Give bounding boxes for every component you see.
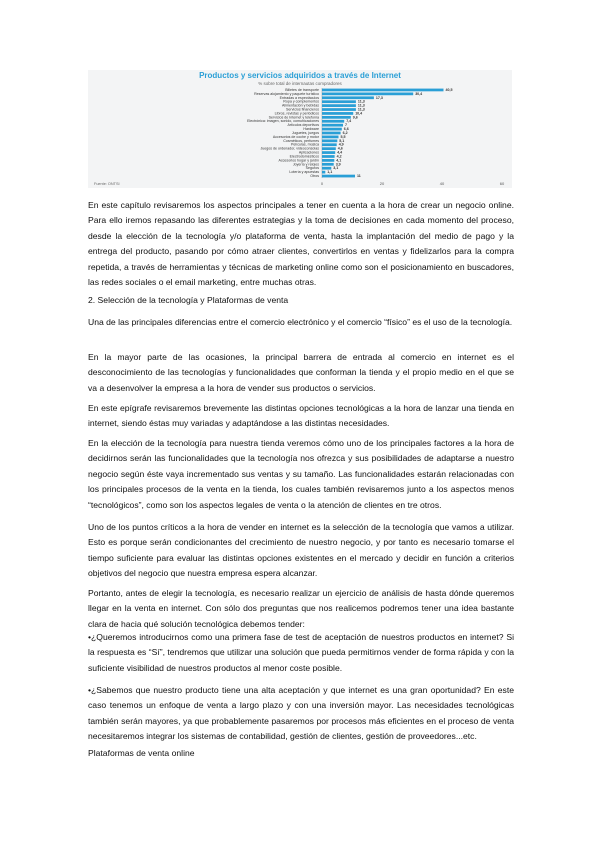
bar	[322, 151, 335, 154]
paragraph-block-3	[88, 350, 514, 396]
paragraph-5: En la elección de la tecnología para nuestra tienda veremos cómo uno de los principales factores a la hora de decidirnos serán las funcionalidades que la tecnología nos ofrezca y sus posibilidades de adaptarse a nuestro negocio según éste vaya incrementado sus ventas y su tamaño. Las funcionalidades estarán relacionadas con los principales procesos de la venta en la tienda, los cuales también revisaremos junto a los aspectos menos “tecnológicos”, como son los aspectos legales de venta o la atención de clientes en tre otros.	[88, 438, 514, 510]
value-label: 5,1	[339, 138, 345, 143]
intro-paragraph	[88, 198, 514, 290]
value-label: 1,1	[327, 170, 333, 175]
bar	[322, 93, 413, 96]
bullet-paragraph-2: •¿Sabemos que nuestro producto tiene una alta aceptación y que internet es una gran oportunidad? En este caso tenemos un enfoque de venta a largo plazo y con una inversión mayor. Las necesidades tecnológicas también serán mayores, ya que probablemente pasaremos por procesos más eficientes en el proceso de venta necesitaremos integrar los sistemas de contabilidad, gestión de clientes, gestión de proveedores...etc.	[88, 685, 514, 742]
value-label: 5,5	[340, 134, 346, 139]
category-label: Accesorios de coche y motor	[272, 134, 319, 139]
value-label: 11,3	[357, 103, 365, 108]
category-label: Reservas alojamiento y paquete turístico	[254, 91, 319, 96]
category-label: Otros	[310, 174, 319, 179]
bar	[322, 100, 356, 103]
value-label: 7	[345, 123, 347, 128]
x-tick-label: 0	[320, 181, 324, 186]
category-label: Películas, música	[291, 142, 319, 147]
value-label: 17,3	[375, 95, 383, 100]
chart-subtitle: % sobre total de internautas compradores	[258, 81, 342, 86]
bar	[322, 163, 334, 166]
category-label: Servicios financieros	[286, 107, 319, 112]
chart-title: Productos y servicios adquiridos a través de Internet	[199, 71, 401, 80]
value-label: 10,4	[355, 111, 363, 116]
value-label: 11	[357, 174, 361, 179]
value-label: 4,1	[336, 158, 342, 163]
category-label: Juguetes, juegos	[291, 130, 319, 135]
bar	[322, 155, 335, 158]
bar	[322, 104, 356, 107]
paragraph-block-9	[88, 683, 514, 745]
category-label: Seguros	[305, 166, 319, 171]
bullet-paragraph-1: •¿Queremos introducirnos como una primera fase de test de aceptación de nuestros productos en internet? Si la respuesta es “Sí”, tendremos que utilizar una solución que pueda permitirnos vender de forma rápida y con la suficiente visibilidad de nuestros productos al menor coste posible.	[88, 632, 514, 673]
category-label: Accesorios hogar y jardín	[278, 158, 319, 163]
bar	[322, 112, 353, 115]
value-label: 4,6	[337, 146, 343, 151]
bar	[322, 175, 355, 178]
category-label: Aplicaciones	[298, 150, 319, 155]
category-label: Juegos de ordenador, videoconsolas	[260, 146, 319, 151]
bar	[322, 159, 334, 162]
value-label: 11,3	[357, 107, 365, 112]
chart-figure	[88, 70, 512, 188]
category-label: Lotería y apuestas	[289, 170, 319, 175]
category-label: Alimentación y bebidas	[282, 103, 319, 108]
category-label: Hardware	[303, 127, 319, 132]
paragraph-block-5	[88, 436, 514, 513]
paragraph-block-2	[88, 315, 514, 330]
value-label: 3,1	[333, 166, 339, 171]
bar-chart	[88, 70, 512, 188]
category-label: Billetes de transporte	[285, 87, 319, 92]
value-label: 11,3	[357, 99, 365, 104]
bar	[322, 143, 337, 146]
bar	[322, 147, 336, 150]
bar	[322, 120, 344, 123]
paragraph-block-4	[88, 401, 514, 432]
value-label: 6,2	[342, 130, 348, 135]
value-label: 4,4	[337, 150, 343, 155]
paragraph-block-6	[88, 520, 514, 582]
category-label: Electrodomésticos	[289, 154, 319, 159]
value-label: 9,6	[352, 115, 358, 120]
bar	[322, 128, 342, 131]
value-label: 4,2	[336, 154, 342, 159]
value-label: 30,4	[415, 91, 423, 96]
paragraph-2: Una de las principales diferencias entre el comercio electrónico y el comercio “físico” es el uso de la tecnología.	[88, 317, 513, 327]
bar	[322, 136, 339, 139]
paragraph-block-7	[88, 586, 514, 632]
subheading-plataformas: Plataformas de venta online	[88, 748, 195, 758]
chart-source: Fuente: ONTSI	[94, 182, 120, 186]
category-label: Servicios de Internet y telefonía	[268, 115, 319, 120]
bar	[322, 124, 343, 127]
value-label: 4,9	[338, 142, 344, 147]
section-heading: 2. Selección de la tecnología y Plataformas de venta	[88, 295, 289, 305]
paragraph-7: Portanto, antes de elegir la tecnología, es necesario realizar un ejercicio de análisis de hasta dónde queremos llegar en la venta en internet. Con sólo dos preguntas que nos realicemos podremos tener una idea bastante clara de hacia qué solución tecnológica debemos tender:	[88, 588, 514, 629]
bar	[322, 89, 444, 92]
x-tick-label: 40	[439, 181, 445, 186]
category-label: Artículos deportivos	[287, 123, 319, 128]
value-label: 7,4	[346, 119, 352, 124]
category-label: Joyería y relojes	[292, 162, 319, 167]
x-tick-label: 20	[379, 181, 385, 186]
value-label: 40,5	[445, 87, 453, 92]
category-label: Cosméticos, perfumes	[283, 138, 319, 143]
paragraph-6: Uno de los puntos críticos a la hora de vender en internet es la selección de la tecnología que vamos a utilizar. Esto es porque serán condicionantes del crecimiento de nuestro negocio, y por tanto es necesario tomarse el tiempo suficiente para evaluar las distintas opciones existentes en el mercado y decidir en función a criterios objetivos del negocio que nuestra empresa espera alcanzar.	[88, 522, 514, 579]
bar	[322, 139, 337, 142]
paragraph-block-8	[88, 630, 514, 676]
category-label: Entradas a espectáculos	[279, 95, 319, 100]
category-label: Electrónica: imagen, sonido, comunicaciones	[247, 119, 319, 124]
subheading-block	[88, 746, 514, 761]
category-label: Ropa y complementos	[283, 99, 319, 104]
bar	[322, 108, 356, 111]
paragraph-3: En la mayor parte de las ocasiones, la principal barrera de entrada al comercio en internet es el desconocimiento de las tecnologías y funcionalidades que conforman la tienda y el propio medio en el que se va a desenvolver la empresa a la hora de vender sus productos o servicios.	[88, 352, 514, 393]
paragraph-4: En este epígrafe revisaremos brevemente las distintas opciones tecnológicas a la hora de lanzar una tienda en internet, siendo éstas muy variadas y adaptándose a las distintas necesidades.	[88, 403, 514, 429]
value-label: 3,9	[335, 162, 341, 167]
section-heading-block	[88, 293, 514, 308]
bar	[322, 171, 325, 174]
bar	[322, 132, 341, 135]
category-label: Libros, revistas y periódicos	[274, 111, 319, 116]
paragraph-1: En este capítulo revisaremos los aspectos principales a tener en cuenta a la hora de crear un negocio online. Para ello iremos repasando las diferentes estrategias y la toma de decisiones en cada momento del proceso, desde la elección de la tecnología y/o plataforma de venta, hasta la implantación del medio de pago y la entrega del producto, pasando por cómo atraer clientes, convertirlos en ventas y fidelizarlos para la compra repetida, a través de herramientas y técnicas de marketing online como son el posicionamiento en buscadores, las redes sociales o el email marketing, entre muchas otras.	[88, 200, 514, 288]
x-tick-label: 60	[499, 181, 505, 186]
value-label: 6,6	[343, 127, 349, 132]
bar	[322, 96, 374, 99]
